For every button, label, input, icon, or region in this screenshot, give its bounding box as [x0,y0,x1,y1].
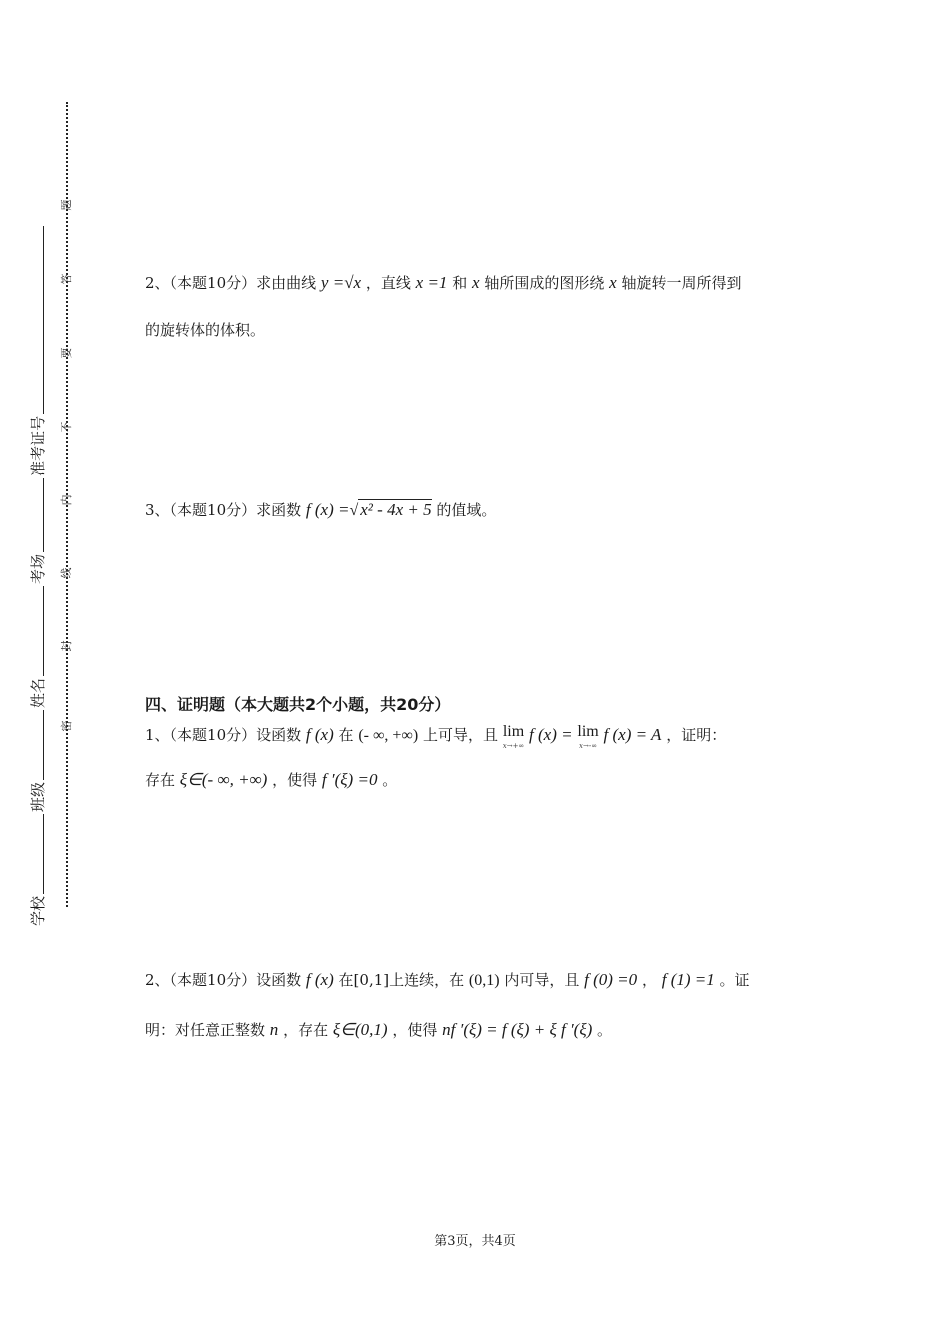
p2-line2 [145,1020,612,1040]
q3-text: 3、（本题10分）求函数 [145,501,302,519]
q2-curve-formula: y =√x [320,273,362,292]
p1-text: 上可导，且 [422,726,498,744]
lim-subscript: x→+∞ [502,742,525,750]
p1-limit-minus [577,725,598,753]
p1-text: 1、（本题10分）设函数 [145,726,302,744]
q2-line-formula: x =1 [415,273,448,292]
p1-interval: (- ∞, +∞) [358,727,419,744]
seal-char: 不 [60,421,73,433]
class-blank[interactable] [42,710,44,780]
p2-text: ，存在 [283,1021,329,1039]
seal-char: 内 [60,494,73,506]
p2-function: f (x) [305,970,334,989]
school-blank[interactable] [42,814,44,894]
q3-line: 3、（本题10分）求函数 f (x) =√ x² - 4x + 5 的值域。 [145,500,497,519]
q2-line2: 的旋转体的体积。 [145,321,266,339]
p2-text: ，使得 [392,1021,438,1039]
p2-text: 在[0,1]上连续，在 [338,971,465,989]
p1-xi: ξ∈(- ∞, +∞) [179,770,268,789]
p2-xi: ξ∈(0,1) [332,1020,388,1039]
p2-condition: f (0) =0 [584,970,638,989]
class-label: 班级 [29,781,47,812]
binding-fields [22,226,48,928]
p1-function: f (x) [305,725,334,744]
p2-text: 。证 [719,971,750,989]
q2-text: ，直线 [365,274,411,292]
name-label: 姓名 [29,677,47,708]
p1-text: 存在 [145,771,176,789]
p1-text: 在 [338,726,354,744]
p2-n: n [269,1020,279,1039]
q2-text: 轴所围成的图形绕 [484,274,605,292]
p1-expr: f (x) = [529,725,573,744]
section-title: 四、证明题（本大题共2个小题，共20分） [145,695,451,714]
exam-room-blank[interactable] [42,478,44,552]
q2-line1 [145,273,741,293]
page-footer: 第3页，共4页 [434,1234,516,1249]
lim-subscript: x→-∞ [579,742,598,750]
p2-text: ， [641,971,657,989]
p1-text: ，证明： [666,726,727,744]
p2-condition: f (1) =1 [661,970,715,989]
p1-line2 [145,770,397,790]
seal-char: 答 [60,273,73,285]
seal-char: 封 [60,640,73,652]
p2-line1 [145,970,750,991]
seal-char: 线 [60,567,73,579]
ticket-number-label: 准考证号 [29,415,47,476]
exam-room-label: 考场 [29,553,47,584]
ticket-number-blank[interactable] [42,226,44,414]
p1-conclusion: f ′(ξ) =0 [321,770,378,789]
school-label: 学校 [29,895,47,926]
q3-function: f (x) = [305,500,350,519]
q2-text: 2、（本题10分）求由曲线 [145,274,317,292]
lim-label: lim [577,723,599,740]
q2-text: 轴旋转一周所得到 [621,274,742,292]
seal-char: 密 [60,720,73,732]
seal-char: 题 [60,199,73,211]
lim-label: lim [502,723,525,740]
p2-text: 2、（本题10分）设函数 [145,971,302,989]
p2-text: 。 [597,1021,613,1039]
p2-text: 内可导，且 [504,971,580,989]
p1-line1 [145,725,726,753]
q2-text: 和 [452,274,468,292]
p1-expr: f (x) = A [603,725,662,744]
q3-text: 的值域。 [436,501,497,519]
seal-text [58,168,76,770]
p2-interval: (0,1) [468,972,500,989]
p2-text: 明：对任意正整数 [145,1021,266,1039]
q2-axis-var: x [609,273,617,292]
q3-radicand: x² - 4x + 5 [360,500,432,519]
p2-conclusion: nf ′(ξ) = f (ξ) + ξ f ′(ξ) [442,1020,593,1039]
p1-text: 。 [382,771,398,789]
seal-char: 要 [60,347,73,359]
p1-limit-plus [503,725,525,753]
p1-text: ，使得 [272,771,318,789]
name-blank[interactable] [42,586,44,676]
q2-axis-var: x [472,273,480,292]
